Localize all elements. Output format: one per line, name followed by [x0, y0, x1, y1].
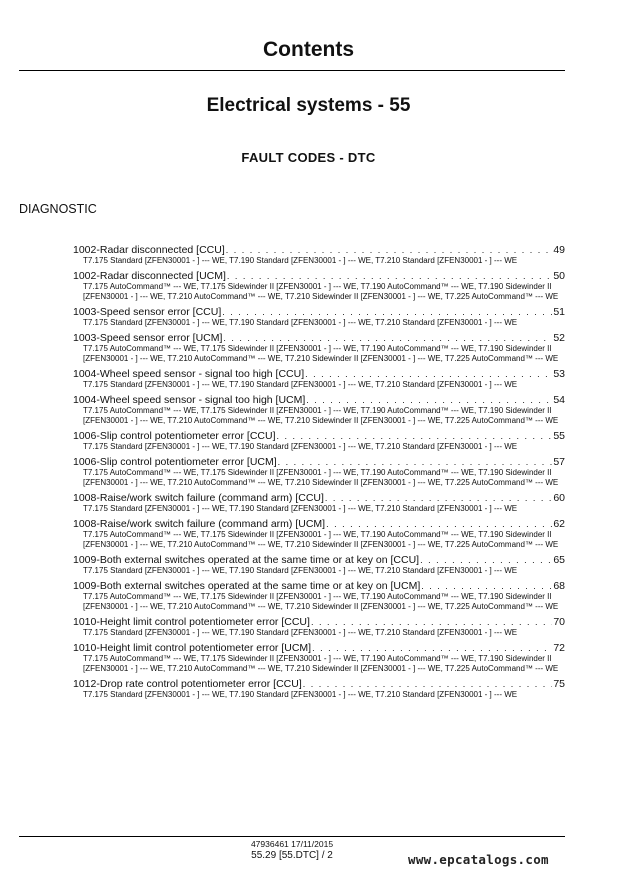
- toc-entry-heading[interactable]: [73, 518, 565, 530]
- subsection-title: FAULT CODES - DTC: [241, 150, 376, 165]
- toc-entry[interactable]: [73, 430, 565, 452]
- toc-entry[interactable]: [73, 616, 565, 638]
- toc-entry[interactable]: [73, 394, 565, 426]
- toc-entry[interactable]: [73, 678, 565, 700]
- toc-entry[interactable]: [73, 492, 565, 514]
- dot-leader: [227, 270, 552, 282]
- section-title: Electrical systems - 55: [206, 95, 411, 116]
- toc-entry[interactable]: [73, 518, 565, 550]
- toc-list: [73, 244, 565, 704]
- bottom-divider: [19, 836, 565, 837]
- toc-entry[interactable]: [73, 580, 565, 612]
- toc-entry-title[interactable]: 1006-Slip control potentiometer error [CCU]: [73, 430, 276, 442]
- dot-leader: [326, 518, 552, 530]
- toc-entry-models: T7.175 AutoCommand™ --- WE, T7.175 Sidewinder II [ZFEN30001 - ] --- WE, T7.190 AutoCommand™ --- WE, T7.190 Sidewinder II [ZFEN30001 - ] --- WE, T7.210 AutoCommand™ --- WE, T7.210 Sidewinder II [ZFEN30001 - ] --- WE, T7.225 AutoCommand™ --- WE: [83, 282, 559, 301]
- toc-entry[interactable]: [73, 456, 565, 488]
- dot-leader: [306, 394, 552, 406]
- toc-entry-heading[interactable]: [73, 678, 565, 690]
- toc-entry-page-number[interactable]: 49: [553, 244, 565, 256]
- toc-entry-models: T7.175 Standard [ZFEN30001 - ] --- WE, T7.190 Standard [ZFEN30001 - ] --- WE, T7.210 Standard [ZFEN30001 - ] --- WE: [83, 380, 518, 389]
- dot-leader: [421, 580, 552, 592]
- toc-entry-title[interactable]: 1009-Both external switches operated at the same time or at key on [UCM]: [73, 580, 421, 592]
- toc-entry-models: T7.175 Standard [ZFEN30001 - ] --- WE, T7.190 Standard [ZFEN30001 - ] --- WE, T7.210 Standard [ZFEN30001 - ] --- WE: [83, 504, 518, 513]
- toc-entry-page-number[interactable]: 51: [553, 306, 565, 318]
- toc-entry-heading[interactable]: [73, 616, 565, 628]
- dot-leader: [325, 492, 552, 504]
- toc-entry-heading[interactable]: [73, 394, 565, 406]
- dot-leader: [303, 678, 553, 690]
- toc-entry[interactable]: [73, 306, 565, 328]
- toc-entry-heading[interactable]: [73, 456, 565, 468]
- toc-entry[interactable]: [73, 244, 565, 266]
- toc-entry-title[interactable]: 1003-Speed sensor error [UCM]: [73, 332, 223, 344]
- toc-entry-title[interactable]: 1008-Raise/work switch failure (command arm) [CCU]: [73, 492, 324, 504]
- toc-entry-page-number[interactable]: 52: [553, 332, 565, 344]
- toc-entry-page-number[interactable]: 68: [553, 580, 565, 592]
- toc-entry-title[interactable]: 1010-Height limit control potentiometer error [CCU]: [73, 616, 310, 628]
- toc-entry-models: T7.175 AutoCommand™ --- WE, T7.175 Sidewinder II [ZFEN30001 - ] --- WE, T7.190 AutoCommand™ --- WE, T7.190 Sidewinder II [ZFEN30001 - ] --- WE, T7.210 AutoCommand™ --- WE, T7.210 Sidewinder II [ZFEN30001 - ] --- WE, T7.225 AutoCommand™ --- WE: [83, 592, 559, 611]
- toc-entry-page-number[interactable]: 55: [553, 430, 565, 442]
- toc-entry-models: T7.175 AutoCommand™ --- WE, T7.175 Sidewinder II [ZFEN30001 - ] --- WE, T7.190 AutoCommand™ --- WE, T7.190 Sidewinder II [ZFEN30001 - ] --- WE, T7.210 AutoCommand™ --- WE, T7.210 Sidewinder II [ZFEN30001 - ] --- WE, T7.225 AutoCommand™ --- WE: [83, 654, 559, 673]
- toc-entry-models: T7.175 AutoCommand™ --- WE, T7.175 Sidewinder II [ZFEN30001 - ] --- WE, T7.190 AutoCommand™ --- WE, T7.190 Sidewinder II [ZFEN30001 - ] --- WE, T7.210 AutoCommand™ --- WE, T7.210 Sidewinder II [ZFEN30001 - ] --- WE, T7.225 AutoCommand™ --- WE: [83, 530, 559, 549]
- toc-entry-heading[interactable]: [73, 430, 565, 442]
- toc-entry-title[interactable]: 1003-Speed sensor error [CCU]: [73, 306, 222, 318]
- toc-entry-models: T7.175 Standard [ZFEN30001 - ] --- WE, T7.190 Standard [ZFEN30001 - ] --- WE, T7.210 Standard [ZFEN30001 - ] --- WE: [83, 566, 518, 575]
- toc-entry-models: T7.175 Standard [ZFEN30001 - ] --- WE, T7.190 Standard [ZFEN30001 - ] --- WE, T7.210 Standard [ZFEN30001 - ] --- WE: [83, 318, 518, 327]
- toc-entry-title[interactable]: 1009-Both external switches operated at the same time or at key on [CCU]: [73, 554, 420, 566]
- toc-entry-models: T7.175 Standard [ZFEN30001 - ] --- WE, T7.190 Standard [ZFEN30001 - ] --- WE, T7.210 Standard [ZFEN30001 - ] --- WE: [83, 442, 518, 451]
- toc-entry-heading[interactable]: [73, 368, 565, 380]
- toc-entry-heading[interactable]: [73, 332, 565, 344]
- dot-leader: [226, 244, 553, 256]
- footer-page-ref: 55.29 [55.DTC] / 2: [251, 850, 333, 861]
- toc-entry[interactable]: [73, 368, 565, 390]
- toc-entry-heading[interactable]: [73, 244, 565, 256]
- toc-entry-page-number[interactable]: 60: [553, 492, 565, 504]
- toc-entry[interactable]: [73, 554, 565, 576]
- toc-entry-title[interactable]: 1006-Slip control potentiometer error [UCM]: [73, 456, 277, 468]
- toc-entry-heading[interactable]: [73, 554, 565, 566]
- toc-entry-page-number[interactable]: 50: [553, 270, 565, 282]
- toc-entry-models: T7.175 Standard [ZFEN30001 - ] --- WE, T7.190 Standard [ZFEN30001 - ] --- WE, T7.210 Standard [ZFEN30001 - ] --- WE: [83, 628, 518, 637]
- toc-entry-title[interactable]: 1004-Wheel speed sensor - signal too high [CCU]: [73, 368, 305, 380]
- toc-entry-models: T7.175 AutoCommand™ --- WE, T7.175 Sidewinder II [ZFEN30001 - ] --- WE, T7.190 AutoCommand™ --- WE, T7.190 Sidewinder II [ZFEN30001 - ] --- WE, T7.210 AutoCommand™ --- WE, T7.210 Sidewinder II [ZFEN30001 - ] --- WE, T7.225 AutoCommand™ --- WE: [83, 344, 559, 363]
- toc-entry-heading[interactable]: [73, 642, 565, 654]
- dot-leader: [277, 430, 553, 442]
- dot-leader: [420, 554, 552, 566]
- group-heading: DIAGNOSTIC: [19, 202, 97, 216]
- toc-entry-title[interactable]: 1002-Radar disconnected [UCM]: [73, 270, 226, 282]
- toc-entry-heading[interactable]: [73, 306, 565, 318]
- toc-entry-page-number[interactable]: 65: [553, 554, 565, 566]
- dot-leader: [311, 616, 552, 628]
- toc-entry[interactable]: [73, 642, 565, 674]
- toc-entry-page-number[interactable]: 72: [553, 642, 565, 654]
- dot-leader: [305, 368, 552, 380]
- toc-entry-models: T7.175 Standard [ZFEN30001 - ] --- WE, T7.190 Standard [ZFEN30001 - ] --- WE, T7.210 Standard [ZFEN30001 - ] --- WE: [83, 256, 518, 265]
- toc-entry-models: T7.175 AutoCommand™ --- WE, T7.175 Sidewinder II [ZFEN30001 - ] --- WE, T7.190 AutoCommand™ --- WE, T7.190 Sidewinder II [ZFEN30001 - ] --- WE, T7.210 AutoCommand™ --- WE, T7.210 Sidewinder II [ZFEN30001 - ] --- WE, T7.225 AutoCommand™ --- WE: [83, 468, 559, 487]
- toc-entry-page-number[interactable]: 53: [553, 368, 565, 380]
- dot-leader: [312, 642, 552, 654]
- toc-entry-page-number[interactable]: 62: [553, 518, 565, 530]
- toc-entry[interactable]: [73, 332, 565, 364]
- toc-entry-models: T7.175 AutoCommand™ --- WE, T7.175 Sidewinder II [ZFEN30001 - ] --- WE, T7.190 AutoCommand™ --- WE, T7.190 Sidewinder II [ZFEN30001 - ] --- WE, T7.210 AutoCommand™ --- WE, T7.210 Sidewinder II [ZFEN30001 - ] --- WE, T7.225 AutoCommand™ --- WE: [83, 406, 559, 425]
- toc-entry-page-number[interactable]: 57: [553, 456, 565, 468]
- toc-entry-title[interactable]: 1002-Radar disconnected [CCU]: [73, 244, 225, 256]
- toc-entry-page-number[interactable]: 75: [553, 678, 565, 690]
- toc-entry-title[interactable]: 1010-Height limit control potentiometer error [UCM]: [73, 642, 312, 654]
- dot-leader: [222, 306, 552, 318]
- footer-document-ref: 47936461 17/11/2015: [250, 839, 334, 849]
- toc-entry-title[interactable]: 1008-Raise/work switch failure (command arm) [UCM]: [73, 518, 326, 530]
- watermark-text: www.epcatalogs.com: [408, 852, 549, 867]
- toc-entry-heading[interactable]: [73, 580, 565, 592]
- toc-entry-page-number[interactable]: 54: [553, 394, 565, 406]
- toc-entry-models: T7.175 Standard [ZFEN30001 - ] --- WE, T7.190 Standard [ZFEN30001 - ] --- WE, T7.210 Standard [ZFEN30001 - ] --- WE: [83, 690, 518, 699]
- toc-entry-title[interactable]: 1012-Drop rate control potentiometer error [CCU]: [73, 678, 302, 690]
- toc-entry-heading[interactable]: [73, 492, 565, 504]
- top-divider: [19, 70, 565, 71]
- toc-entry-heading[interactable]: [73, 270, 565, 282]
- toc-entry-title[interactable]: 1004-Wheel speed sensor - signal too high [UCM]: [73, 394, 306, 406]
- toc-entry-page-number[interactable]: 70: [553, 616, 565, 628]
- dot-leader: [278, 456, 553, 468]
- toc-entry[interactable]: [73, 270, 565, 302]
- dot-leader: [223, 332, 552, 344]
- page-title: Contents: [263, 38, 354, 61]
